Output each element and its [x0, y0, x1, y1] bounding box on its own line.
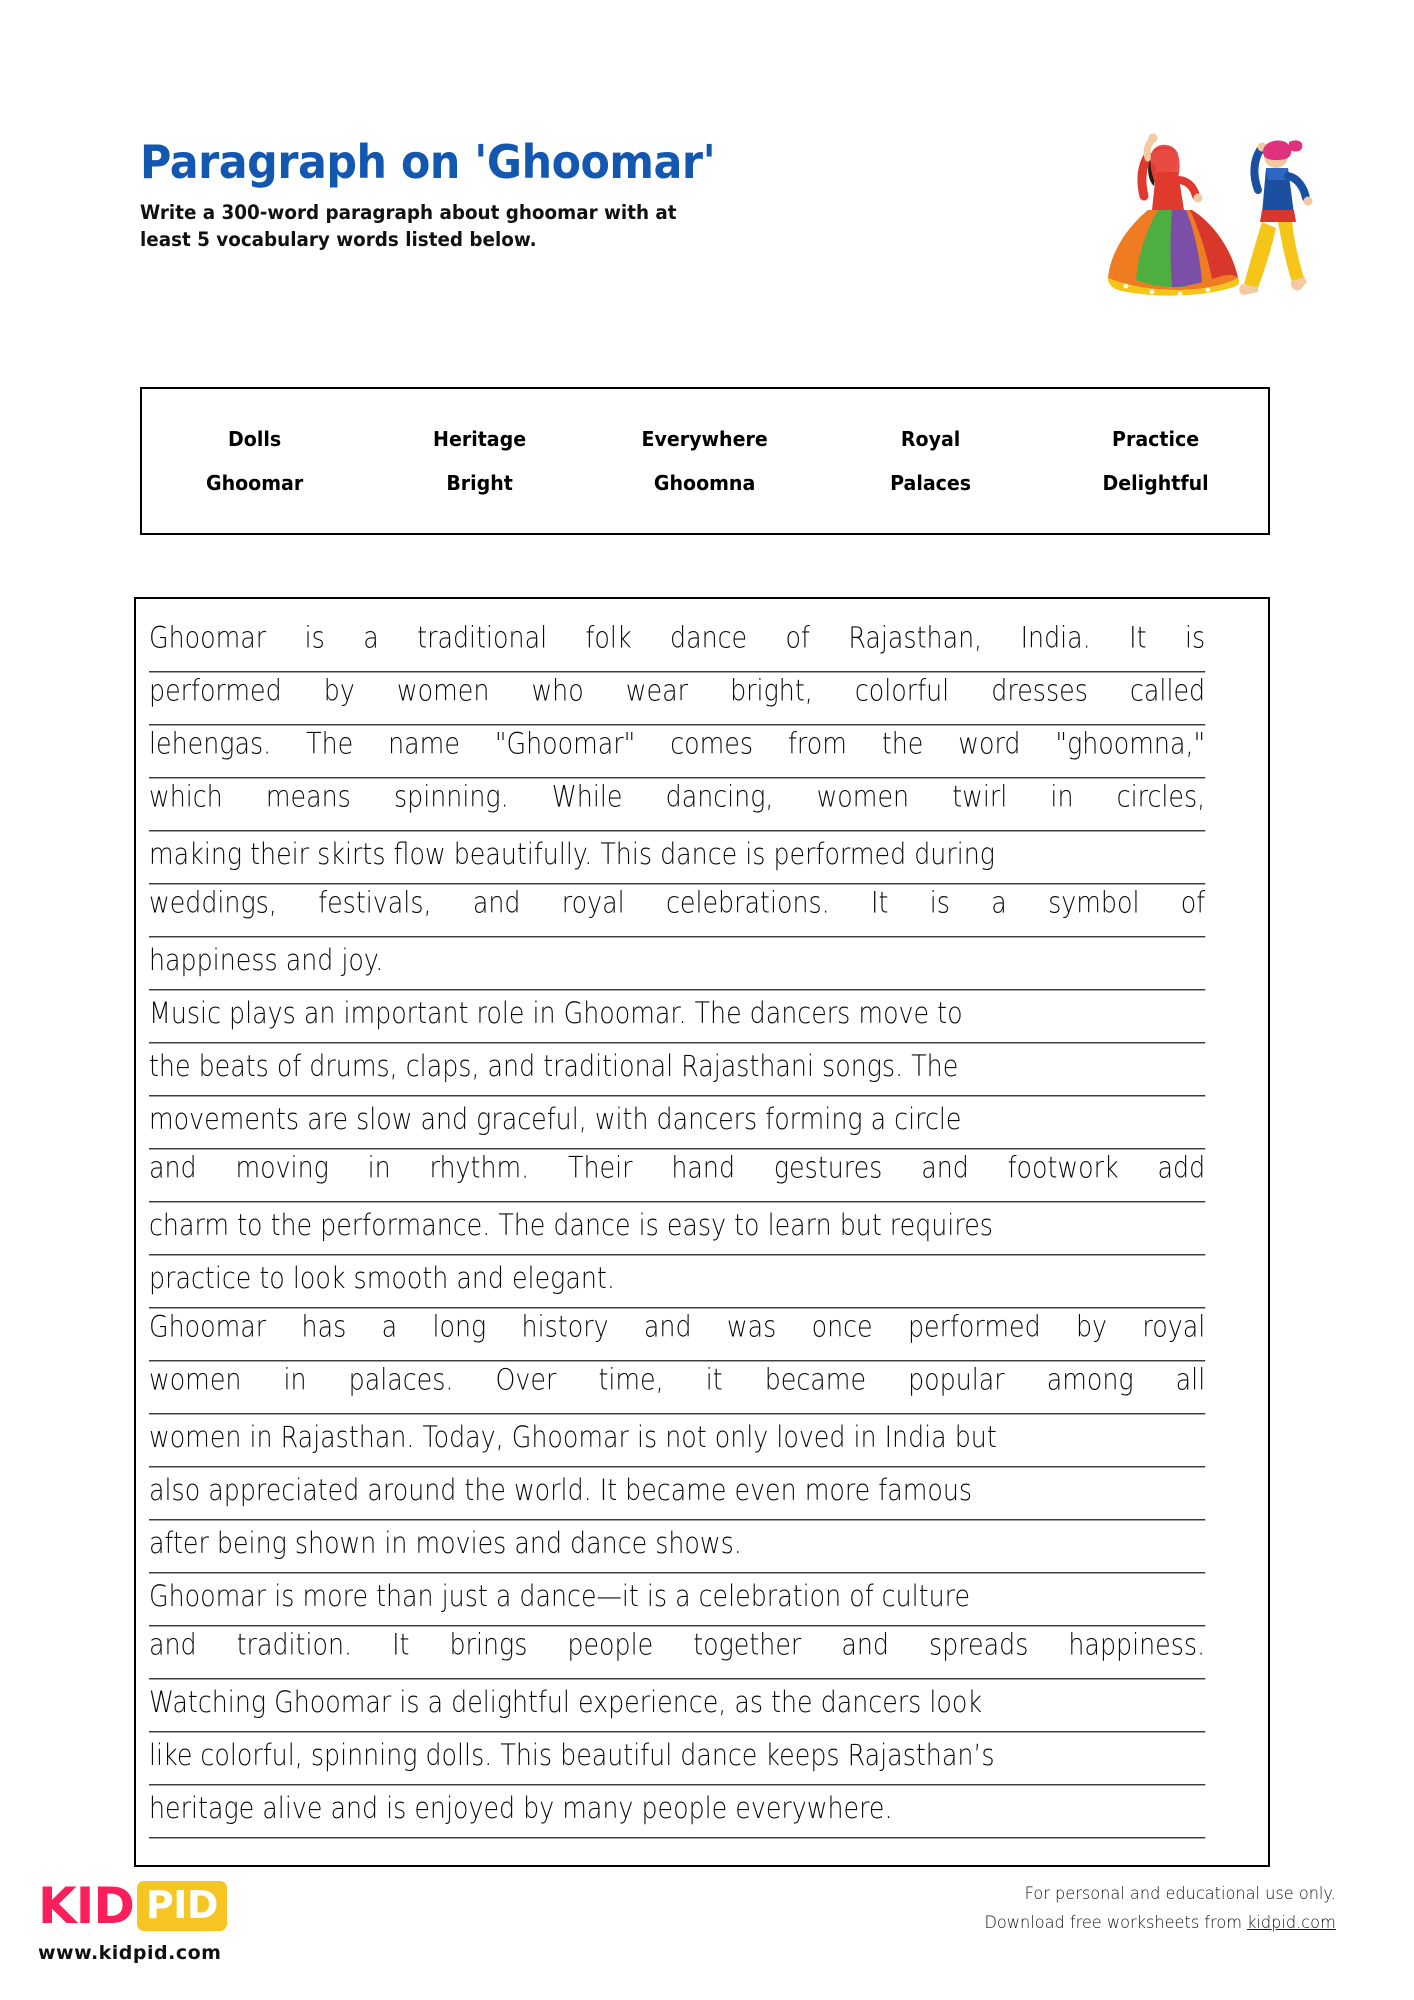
- paragraph-line: after being shown in movies and dance shows.: [149, 1514, 1205, 1573]
- paragraph-line: movements are slow and graceful, with dancers forming a circle: [149, 1090, 1205, 1149]
- footer-usage-note: [985, 1880, 1336, 1938]
- paragraph-word: and: [841, 1627, 889, 1663]
- paragraph-word: India.: [1020, 620, 1091, 656]
- paragraph-word: people: [567, 1627, 654, 1663]
- paragraph-word: in: [283, 1362, 307, 1398]
- paragraph-word: It: [1129, 620, 1147, 656]
- paragraph-word: women: [149, 1362, 242, 1398]
- paragraph-word: It: [871, 885, 889, 921]
- paragraph-line: [149, 878, 1205, 937]
- paragraph-line: the beats of drums, claps, and traditional Rajasthani songs. The: [149, 1037, 1205, 1096]
- paragraph-word: in: [367, 1150, 391, 1186]
- paragraph-line: [149, 1143, 1205, 1202]
- paragraph-word: While: [551, 779, 623, 815]
- vocabulary-word-bank: [140, 387, 1270, 535]
- paragraph-line: Ghoomar is more than just a dance—it is a celebration of culture: [149, 1567, 1205, 1626]
- paragraph-word: name: [388, 726, 460, 762]
- paragraph-word: women: [816, 779, 910, 815]
- paragraph-word: Ghoomar: [149, 1309, 267, 1345]
- vocab-word-ghoomar: Ghoomar: [205, 471, 304, 495]
- paragraph-word: "ghoomna,": [1055, 726, 1206, 762]
- paragraph-word: happiness.: [1068, 1627, 1206, 1663]
- paragraph-word: dancing,: [665, 779, 774, 815]
- footer-note-line-2: [985, 1909, 1336, 1938]
- paragraph-word: celebrations.: [665, 885, 830, 921]
- vocabulary-row-2: [142, 471, 1268, 495]
- paragraph-word: Ghoomar: [149, 620, 267, 656]
- paragraph-line: Music plays an important role in Ghoomar. The dancers move to: [149, 984, 1205, 1043]
- paragraph-word: tradition.: [236, 1627, 353, 1663]
- paragraph-word: spreads: [928, 1627, 1029, 1663]
- paragraph-word: long: [432, 1309, 487, 1345]
- paragraph-word: traditional: [417, 620, 548, 656]
- vocab-word-everywhere: Everywhere: [641, 427, 769, 451]
- page-title: Paragraph on 'Ghoomar': [140, 135, 716, 189]
- paragraph-word: a: [363, 620, 379, 656]
- paragraph-word: women: [396, 673, 490, 709]
- footer-note-prefix: Download free worksheets from: [984, 1913, 1248, 1934]
- paragraph-word: history: [521, 1309, 609, 1345]
- paragraph-word: wear: [625, 673, 688, 709]
- logo-text-pid: PID: [137, 1881, 227, 1931]
- paragraph-word: "Ghoomar": [494, 726, 636, 762]
- paragraph-word: comes: [670, 726, 754, 762]
- kidpid-logo: [38, 1877, 338, 1964]
- paragraph-word: performed: [149, 673, 282, 709]
- paragraph-word: The: [306, 726, 354, 762]
- paragraph-word: dance: [670, 620, 748, 656]
- paragraph-word: has: [301, 1309, 347, 1345]
- paragraph-word: moving: [235, 1150, 329, 1186]
- paragraph-word: called: [1129, 673, 1206, 709]
- paragraph-word: was: [726, 1309, 777, 1345]
- paragraph-line: heritage alive and is enjoyed by many people everywhere.: [149, 1779, 1205, 1838]
- paragraph-word: which: [149, 779, 223, 815]
- vocab-word-ghoomna: Ghoomna: [654, 471, 756, 495]
- paragraph-word: word: [958, 726, 1021, 762]
- instructions-line-2: least 5 vocabulary words listed below.: [140, 227, 537, 251]
- paragraph-word: of: [1180, 885, 1206, 921]
- paragraph-word: once: [811, 1309, 873, 1345]
- paragraph-word: palaces.: [348, 1362, 454, 1398]
- paragraph-word: a: [381, 1309, 398, 1345]
- paragraph-word: of: [785, 620, 810, 656]
- paragraph-word: circles,: [1116, 779, 1206, 815]
- vocab-word-delightful: Delightful: [1102, 471, 1209, 495]
- paragraph-word: among: [1046, 1362, 1134, 1398]
- vocab-word-royal: Royal: [900, 427, 960, 451]
- instructions-line-1: Write a 300-word paragraph about ghoomar with at: [140, 200, 677, 224]
- paragraph-word: from: [787, 726, 847, 762]
- paragraph-word: symbol: [1048, 885, 1140, 921]
- paragraph-word: means: [265, 779, 351, 815]
- paragraph-word: and: [472, 885, 521, 921]
- paragraph-word: time,: [598, 1362, 664, 1398]
- paragraph-word: and: [921, 1150, 969, 1186]
- paragraph-word: weddings,: [149, 885, 277, 921]
- paragraph-line: charm to the performance. The dance is easy to learn but requires: [149, 1196, 1205, 1255]
- paragraph-word: royal: [1142, 1309, 1206, 1345]
- paragraph-line: [149, 1355, 1205, 1414]
- paragraph-word: bright,: [730, 673, 813, 709]
- vocab-word-practice: Practice: [1111, 427, 1199, 451]
- paragraph-line: happiness and joy.: [149, 931, 1205, 990]
- paragraph-word: who: [531, 673, 584, 709]
- paragraph-word: Over: [495, 1362, 557, 1398]
- vocabulary-row-1: [142, 427, 1268, 451]
- paragraph-word: add: [1157, 1150, 1206, 1186]
- paragraph-word: royal: [561, 885, 625, 921]
- paragraph-word: and: [643, 1309, 692, 1345]
- paragraph-word: in: [1050, 779, 1074, 815]
- ghoomar-dancers-illustration: [1086, 118, 1316, 318]
- paragraph-line: [149, 772, 1205, 831]
- paragraph-word: the: [881, 726, 924, 762]
- paragraph-word: and: [149, 1150, 197, 1186]
- paragraph-word: is: [304, 620, 325, 656]
- logo-text-kid: KID: [38, 1877, 134, 1935]
- logo-marks: [38, 1877, 338, 1935]
- worksheet-header: [140, 135, 1040, 253]
- paragraph-word: all: [1175, 1362, 1206, 1398]
- paragraph-word: rhythm.: [429, 1150, 530, 1186]
- paragraph-word: by: [323, 673, 355, 709]
- logo-website-url: www.kidpid.com: [38, 1942, 222, 1964]
- vocab-word-bright: Bright: [446, 471, 514, 495]
- paragraph-word: festivals,: [318, 885, 432, 921]
- vocab-word-dolls: Dolls: [228, 427, 282, 451]
- paragraph-line: like colorful, spinning dolls. This beautiful dance keeps Rajasthan’s: [149, 1726, 1205, 1785]
- paragraph-word: colorful: [854, 673, 950, 709]
- paragraph-word: a: [991, 885, 1007, 921]
- paragraph-word: Rajasthan,: [848, 620, 983, 656]
- paragraph-word: footwork: [1007, 1150, 1119, 1186]
- paragraph-word: brings: [449, 1627, 528, 1663]
- instructions-text: [140, 200, 854, 254]
- paragraph-word: popular: [908, 1362, 1005, 1398]
- paragraph-word: is: [1184, 620, 1206, 656]
- paragraph-word: gestures: [773, 1150, 883, 1186]
- paragraph-word: hand: [671, 1150, 736, 1186]
- paragraph-word: twirl: [952, 779, 1008, 815]
- paragraph-line: also appreciated around the world. It became even more famous: [149, 1461, 1205, 1520]
- vocab-word-palaces: Palaces: [889, 471, 971, 495]
- footer-note-line-1: For personal and educational use only.: [1024, 1884, 1336, 1905]
- paragraph-word: lehengas.: [149, 726, 272, 762]
- kidpid-link[interactable]: kidpid.com: [1247, 1913, 1336, 1934]
- paragraph-word: It: [392, 1627, 410, 1663]
- paragraph-word: together: [693, 1627, 802, 1663]
- paragraph-word: by: [1075, 1309, 1108, 1345]
- paragraph-word: spinning.: [393, 779, 509, 815]
- paragraph-word: is: [929, 885, 950, 921]
- vocab-word-heritage: Heritage: [433, 427, 527, 451]
- paragraph-line: Watching Ghoomar is a delightful experience, as the dancers look: [149, 1673, 1205, 1732]
- paragraph-line: [149, 1620, 1205, 1679]
- paragraph-word: Their: [568, 1150, 633, 1186]
- paragraph-word: folk: [585, 620, 632, 656]
- paragraph-word: it: [705, 1362, 723, 1398]
- paragraph-line: women in Rajasthan. Today, Ghoomar is not only loved in India but: [149, 1408, 1205, 1467]
- paragraph-word: performed: [907, 1309, 1041, 1345]
- paragraph-line: practice to look smooth and elegant.: [149, 1249, 1205, 1308]
- paragraph-line: making their skirts flow beautifully. This dance is performed during: [149, 825, 1205, 884]
- paragraph-word: dresses: [991, 673, 1088, 709]
- paragraph-word: and: [149, 1627, 197, 1663]
- paragraph-word: became: [764, 1362, 867, 1398]
- paragraph-answer-box[interactable]: [134, 597, 1270, 1867]
